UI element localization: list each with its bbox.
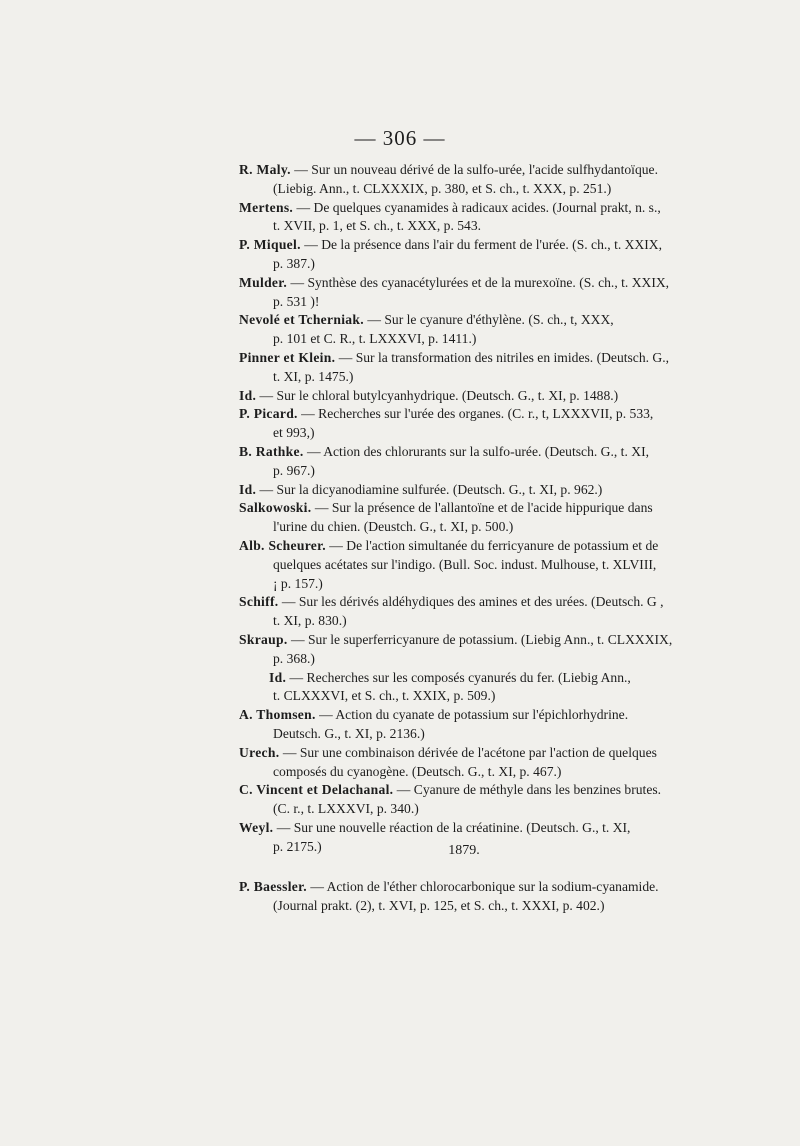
bibliography-entry [239,199,697,237]
entry-line [239,424,697,443]
bibliography-entry [239,236,697,274]
entry-text: p. 2175.) [273,838,322,854]
entry-author: Id. [239,387,257,403]
entry-line [239,217,697,236]
entry-text: — Cyanure de méthyle dans les benzines brutes. [393,782,662,798]
entry-line [239,330,697,349]
entry-line [239,405,697,424]
entry-line [239,180,697,199]
entry-line [239,255,697,274]
entry-line [239,387,697,406]
entry-author: Weyl. [239,819,274,835]
entry-author: P. Picard. [239,406,298,422]
entry-text: — Action des chlorurants sur la sulfo-urée. (Deutsch. G., t. XI, [303,443,649,459]
bibliography-entry [239,593,697,631]
entry-author: Id. [239,481,257,497]
entry-line [239,781,697,800]
entry-text: p. 101 et C. R., t. LXXXVI, p. 1411.) [273,331,477,347]
bibliography-entry [239,631,697,669]
entry-author: C. Vincent et Delachanal. [239,782,394,798]
entry-line [239,725,697,744]
entry-text: — Sur les dérivés aldéhydiques des amines et des urées. (Deutsch. G , [278,594,664,610]
entry-line [239,481,697,500]
entry-line [239,687,697,706]
entry-line [239,161,697,180]
entry-text: et 993,) [273,425,315,441]
entry-line [239,236,697,255]
entry-text: — Sur un nouveau dérivé de la sulfo-urée, l'acide sulfhydantoïque. [290,162,658,177]
entry-text: p. 368.) [273,650,315,666]
entry-line [239,706,697,725]
entry-author: A. Thomsen. [239,707,316,723]
entry-text: t. CLXXXVI, et S. ch., t. XXIX, p. 509.) [273,688,496,704]
bibliography-list-1879 [239,878,697,916]
entry-author: Skraup. [239,631,288,647]
entry-text: — Sur la transformation des nitriles en imides. (Deutsch. G., [335,349,670,365]
entry-line [239,443,697,462]
entry-text: — Sur la présence de l'allantoïne et de l'acide hippurique dans [311,500,653,516]
entry-author: Nevolé et Tcherniak. [239,312,364,328]
entry-line [239,819,697,838]
entry-author: Mulder. [239,274,288,290]
entry-text: (Liebig. Ann., t. CLXXXIX, p. 380, et S. ch., t. XXX, p. 251.) [273,180,612,196]
entry-line [239,744,697,763]
entry-text: p. 967.) [273,462,315,478]
bibliography-entry [239,387,697,406]
year-heading: 1879. [448,843,480,858]
entry-line [239,518,697,537]
entry-text: Deutsch. G., t. XI, p. 2136.) [273,725,425,741]
entry-author: P. Baessler. [239,879,307,894]
entry-text: — Recherches sur les composés cyanurés du fer. (Liebig Ann., [286,669,631,685]
bibliography-entry [239,537,697,593]
entry-text: composés du cyanogène. (Deutsch. G., t. XI, p. 467.) [273,763,562,779]
bibliography-list [239,161,697,856]
entry-text: — Sur la dicyanodiamine sulfurée. (Deutsch. G., t. XI, p. 962.) [256,481,603,497]
entry-text: — De la présence dans l'air du ferment de l'urée. (S. ch., t. XXIX, [300,237,663,253]
entry-text: p. 387.) [273,255,315,271]
entry-text: t. XVII, p. 1, et S. ch., t. XXX, p. 543. [273,218,482,234]
bibliography-entry [239,669,697,707]
bibliography-entry [239,481,697,500]
entry-author: Mertens. [239,199,294,215]
entry-line [239,311,697,330]
entry-line [239,349,697,368]
bibliography-entry [239,706,697,744]
page-number: — 306 — [354,126,446,150]
entry-text: — Sur le cyanure d'éthylène. (S. ch., t, XXX, [363,312,614,328]
bibliography-entry [239,405,697,443]
entry-author: Pinner et Klein. [239,349,336,365]
entry-text: quelques acétates sur l'indigo. (Bull. Soc. indust. Mulhouse, t. XLVIII, [273,556,657,572]
entry-line [239,575,697,594]
entry-line [239,612,697,631]
entry-text: — Action du cyanate de potassium sur l'épichlorhydrine. [315,707,629,723]
entry-text: — Synthèse des cyanacétylurées et de la murexoïne. (S. ch., t. XXIX, [287,274,670,290]
entry-author: Alb. Scheurer. [239,537,326,553]
entry-line [239,462,697,481]
entry-line [239,650,697,669]
bibliography-entry [239,311,697,349]
entry-text: ¡ p. 157.) [273,575,323,591]
entry-author: P. Miquel. [239,237,301,253]
entry-text: — Recherches sur l'urée des organes. (C. r., t, LXXXVII, p. 533, [297,406,654,422]
entry-line [239,368,697,387]
bibliography-entry [239,878,697,916]
entry-text: (C. r., t. LXXXVI, p. 340.) [273,801,419,817]
entry-text: — De l'action simultanée du ferricyanure de potassium et de [325,537,659,553]
entry-text: — De quelques cyanamides à radicaux acides. (Journal prakt, n. s., [293,199,661,215]
entry-text: t. XI, p. 1475.) [273,368,354,384]
bibliography-entry [239,499,697,537]
entry-line [239,293,697,312]
entry-text: — Sur une nouvelle réaction de la créatinine. (Deutsch. G., t. XI, [273,819,631,835]
entry-line [239,763,697,782]
entry-line [239,499,697,518]
bibliography-entry [239,781,697,819]
entry-text: — Action de l'éther chlorocarbonique sur la sodium-cyanamide. [306,879,659,894]
entry-text: (Journal prakt. (2), t. XVI, p. 125, et S. ch., t. XXXI, p. 402.) [273,897,605,913]
entry-text: l'urine du chien. (Deustch. G., t. XI, p. 500.) [273,519,514,535]
entry-author: Salkowoski. [239,500,312,516]
entry-line [239,593,697,612]
entry-text: t. XI, p. 830.) [273,613,347,629]
entry-line [239,537,697,556]
bibliography-entry [239,744,697,782]
entry-line [239,800,697,819]
entry-line [239,274,697,293]
bibliography-entry [239,274,697,312]
entry-text: p. 531 )! [273,293,320,309]
entry-line [239,556,697,575]
bibliography-entry [239,161,697,199]
entry-line [239,897,697,916]
entry-author: Urech. [239,744,280,760]
bibliography-entry [239,349,697,387]
entry-line [239,631,697,650]
entry-author: B. Rathke. [239,443,304,459]
entry-text: — Sur une combinaison dérivée de l'acétone par l'action de quelques [279,744,657,760]
bibliography-entry [239,443,697,481]
entry-author: R. Maly. [239,162,291,177]
entry-line [239,878,697,897]
entry-line [239,669,697,688]
entry-text: — Sur le chloral butylcyanhydrique. (Deutsch. G., t. XI, p. 1488.) [256,387,619,403]
entry-line [239,199,697,218]
entry-author: Id. [269,669,287,685]
entry-author: Schiff. [239,594,279,610]
entry-text: — Sur le superferricyanure de potassium. (Liebig Ann., t. CLXXXIX, [287,631,673,647]
